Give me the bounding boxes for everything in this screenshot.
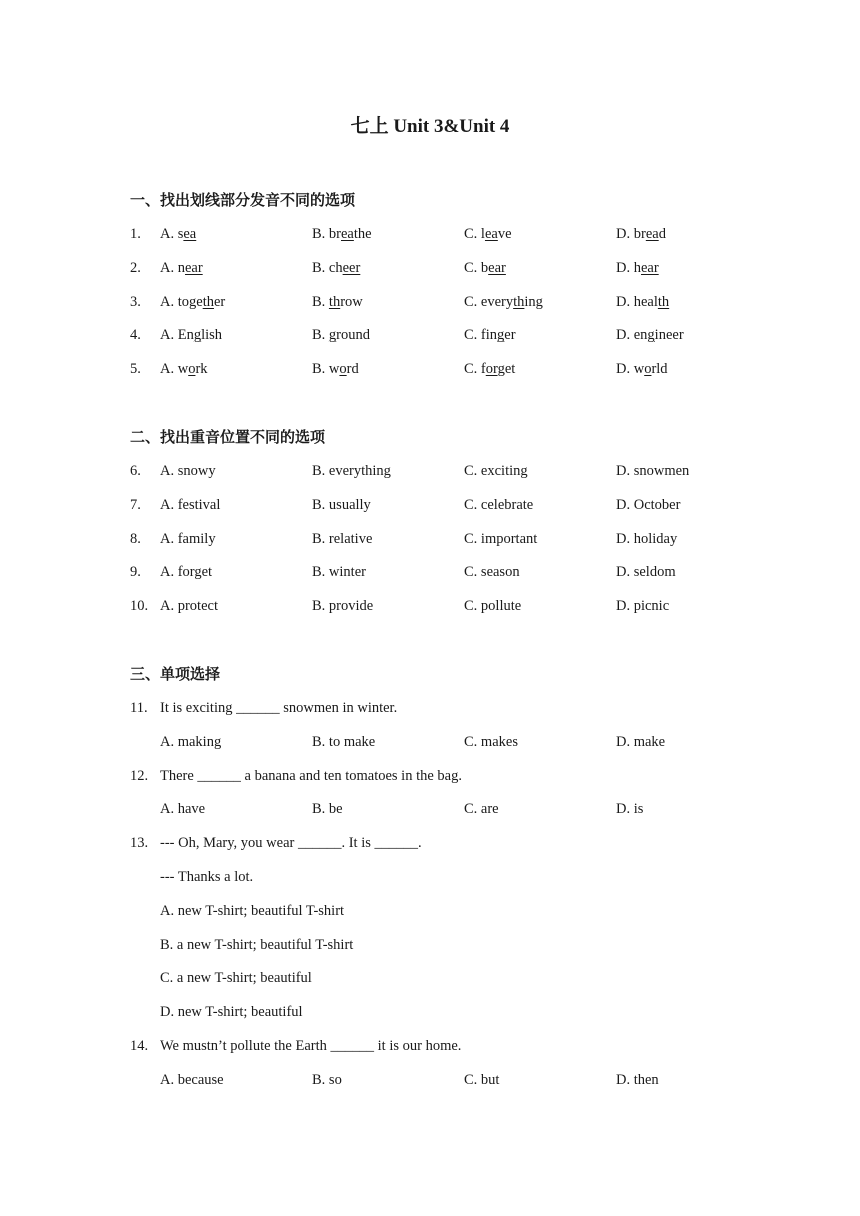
underlined-part: o [188, 361, 196, 378]
question-row [130, 560, 676, 594]
option: D. October [616, 496, 681, 513]
option: B. word [312, 361, 359, 378]
option: C. bear [464, 259, 506, 276]
question-row [130, 222, 666, 256]
underlined-part: g [328, 327, 337, 344]
option: D. engineer [616, 327, 684, 344]
section-heading: 三、单项选择 [130, 665, 221, 683]
option: A. making [160, 733, 222, 750]
option: D. snowmen [616, 463, 690, 479]
option: B. everything [312, 463, 391, 479]
page-title: 七上 Unit 3&Unit 4 [350, 116, 510, 137]
underlined-part: g [193, 327, 202, 344]
option: D. new T-shirt; beautiful [160, 1004, 303, 1021]
option: C. exciting [464, 463, 528, 479]
option: B. cheer [312, 259, 361, 276]
dialogue-text: --- Thanks a lot. [160, 868, 254, 885]
option: D. seldom [616, 564, 676, 581]
option: A. snowy [160, 463, 216, 479]
question-row [130, 323, 684, 357]
underlined-part: ea [341, 226, 354, 242]
option: C. season [464, 564, 520, 581]
option: D. then [616, 1071, 659, 1088]
option: A. have [160, 801, 206, 818]
option: C. celebrate [464, 496, 534, 513]
option: B. to make [312, 733, 376, 750]
option: C. forget [464, 361, 516, 378]
question-number: 8. [130, 530, 141, 547]
question-row [130, 1034, 462, 1068]
section-heading: 一、找出划线部分发音不同的选项 [130, 191, 356, 209]
options-row [130, 1000, 303, 1034]
options-row [130, 899, 345, 933]
option: D. is [616, 801, 644, 818]
options-row [130, 966, 312, 1000]
question-number: 6. [130, 463, 141, 479]
option: D. world [616, 361, 668, 378]
option: D. bread [616, 226, 666, 242]
underlined-part: ear [184, 259, 203, 276]
option: A. family [160, 530, 216, 547]
option: B. provide [312, 598, 374, 615]
option: B. so [312, 1071, 342, 1088]
dialogue-line [130, 865, 254, 899]
option: B. winter [312, 564, 366, 581]
question-number: 10. [130, 598, 149, 615]
question-row [130, 527, 678, 561]
option: D. make [616, 733, 666, 750]
underlined-part: ea [183, 226, 197, 242]
option: A. because [160, 1071, 224, 1088]
question-row [130, 696, 398, 730]
option: B. relative [312, 530, 373, 547]
question-row [130, 493, 681, 527]
underlined-part: th [657, 293, 670, 310]
options-row [130, 1068, 659, 1102]
question-row [130, 764, 462, 798]
underlined-part: o [644, 361, 652, 378]
question-number: 5. [130, 361, 141, 378]
underlined-part: th [328, 293, 341, 310]
underlined-part: th [202, 293, 214, 310]
question-row [130, 357, 668, 391]
question-stem: There ______ a banana and ten tomatoes in the bag. [160, 767, 462, 784]
options-row [130, 797, 644, 831]
question-number: 3. [130, 293, 141, 310]
option: B. a new T-shirt; beautiful T-shirt [160, 936, 354, 953]
option: B. ground [312, 327, 371, 344]
option: B. usually [312, 496, 371, 513]
option: C. are [464, 801, 499, 818]
question-row [130, 256, 659, 290]
underlined-part: g [647, 327, 655, 344]
option: D. holiday [616, 530, 678, 547]
question-stem: --- Oh, Mary, you wear ______. It is ______. [160, 835, 422, 852]
option: A. together [160, 293, 226, 310]
option: C. makes [464, 733, 518, 750]
underlined-part: or [485, 361, 498, 378]
option: D. picnic [616, 598, 670, 615]
underlined-part: ea [484, 226, 498, 242]
options-row [130, 933, 354, 967]
question-number: 4. [130, 327, 141, 344]
question-row [130, 290, 670, 324]
option: D. health [616, 293, 670, 310]
option: A. protect [160, 598, 218, 615]
option: A. forget [160, 564, 213, 581]
question-number: 12. [130, 767, 149, 784]
option: C. important [464, 530, 538, 547]
question-number: 11. [130, 700, 148, 716]
option: C. a new T-shirt; beautiful [160, 970, 312, 987]
underlined-part: eer [342, 259, 361, 276]
question-stem: It is exciting ______ snowmen in winter. [160, 700, 398, 716]
option: A. festival [160, 496, 221, 513]
question-number: 7. [130, 496, 141, 513]
section-stress [130, 425, 690, 628]
question-number: 14. [130, 1037, 149, 1054]
question-number: 1. [130, 226, 141, 242]
question-row [130, 831, 422, 865]
question-number: 9. [130, 564, 141, 581]
option: C. finger [464, 327, 516, 344]
option: C. leave [464, 226, 512, 242]
underlined-part: g [497, 327, 505, 344]
option: C. everything [464, 293, 543, 310]
question-stem: We mustn’t pollute the Earth ______ it is our home. [160, 1037, 462, 1054]
option: A. work [160, 361, 208, 378]
question-number: 2. [130, 259, 141, 276]
options-row [130, 730, 666, 764]
underlined-part: ear [488, 259, 506, 276]
option: A. near [160, 259, 203, 276]
underlined-part: o [339, 361, 347, 378]
question-number: 13. [130, 835, 149, 852]
section-single-choice [130, 662, 666, 1102]
option: C. pollute [464, 598, 522, 615]
section-heading: 二、找出重音位置不同的选项 [130, 428, 326, 446]
underlined-part: ea [645, 226, 659, 242]
option: C. but [464, 1071, 500, 1088]
option: D. hear [616, 259, 659, 276]
option: B. be [312, 801, 343, 818]
section-pronunciation [130, 188, 684, 391]
option: B. breathe [312, 226, 372, 242]
underlined-part: th [513, 293, 525, 310]
option: A. new T-shirt; beautiful T-shirt [160, 902, 345, 919]
question-row [130, 594, 670, 628]
option: A. sea [160, 226, 197, 242]
option: B. throw [312, 293, 363, 310]
question-row [130, 459, 690, 493]
underlined-part: ear [640, 259, 659, 276]
option: A. English [160, 327, 223, 344]
